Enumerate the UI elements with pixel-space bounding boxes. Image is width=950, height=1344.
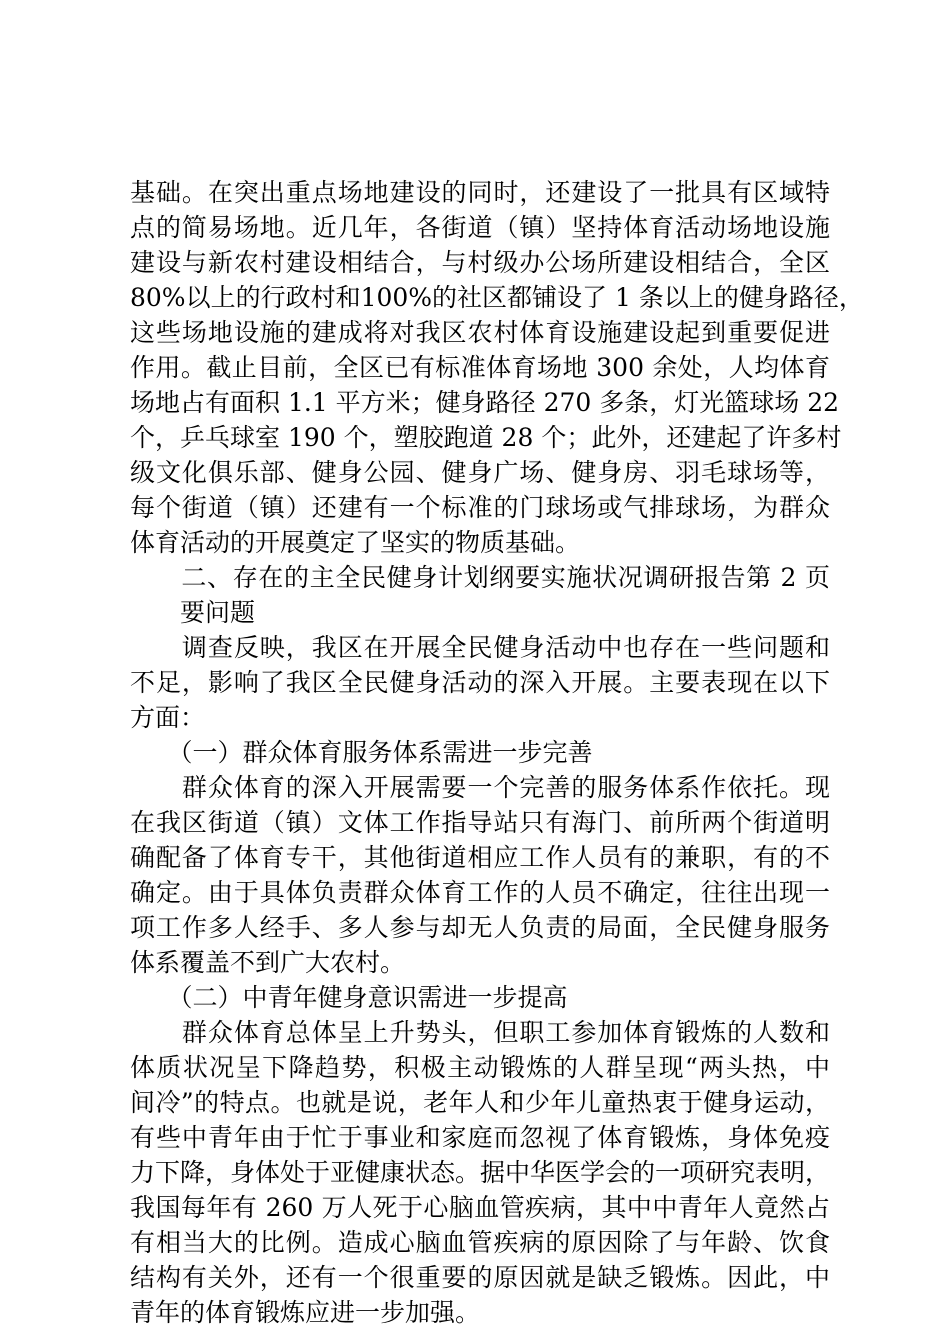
body-text-line: 群众体育总体呈上升势头，但职工参加体育锻炼的人数和 — [130, 1018, 830, 1047]
body-text-line: 调查反映，我区在开展全民健身活动中也存在一些问题和 — [130, 633, 830, 662]
body-text-line: 这些场地设施的建成将对我区农村体育设施建设起到重要促进 — [130, 318, 830, 347]
body-text-line: 在我区街道（镇）文体工作指导站只有海门、前所两个街道明 — [130, 808, 830, 837]
subsection-heading: （二）中青年健身意识需进一步提高 — [130, 983, 568, 1012]
body-text-line: 青年的体育锻炼应进一步加强。 — [130, 1298, 481, 1327]
subsection-heading: （一）群众体育服务体系需进一步完善 — [130, 738, 593, 767]
body-text-line: 每个街道（镇）还建有一个标准的门球场或气排球场，为群众 — [130, 493, 830, 522]
body-text-line: 建设与新农村建设相结合，与村级办公场所建设相结合，全区 — [130, 248, 830, 277]
body-text-line: 确定。由于具体负责群众体育工作的人员不确定，往往出现一 — [130, 878, 830, 907]
body-text-line: 体育活动的开展奠定了坚实的物质基础。 — [130, 528, 581, 557]
body-text-line: 我国每年有 260 万人死于心脑血管疾病，其中中青年人竟然占 — [130, 1193, 830, 1222]
body-text-line: 有相当大的比例。造成心脑血管疾病的原因除了与年龄、饮食 — [130, 1228, 830, 1257]
body-text-line: 基础。在突出重点场地建设的同时，还建设了一批具有区域特 — [130, 178, 830, 207]
body-text-line: 80%以上的行政村和100%的社区都铺设了 1 条以上的健身路径， — [130, 283, 864, 312]
body-text-line: 间冷”的特点。也就是说，老年人和少年儿童热衷于健身运动， — [130, 1088, 830, 1117]
body-text-line: 作用。截止目前，全区已有标准体育场地 300 余处，人均体育 — [130, 353, 830, 382]
body-text-line: 确配备了体育专干，其他街道相应工作人员有的兼职，有的不 — [130, 843, 830, 872]
body-text-line: 点的简易场地。近几年，各街道（镇）坚持体育活动场地设施 — [130, 213, 830, 242]
body-text-line: 场地占有面积 1.1 平方米；健身路径 270 多条，灯光篮球场 22 — [130, 388, 840, 417]
body-text-line: 体质状况呈下降趋势，积极主动锻炼的人群呈现“两头热，中 — [130, 1053, 830, 1082]
section-heading: 二、存在的主全民健身计划纲要实施状况调研报告第 2 页 — [130, 563, 830, 592]
body-text-line: 个，乒乓球室 190 个，塑胶跑道 28 个；此外，还建起了许多村 — [130, 423, 842, 452]
body-text-line: 有些中青年由于忙于事业和家庭而忽视了体育锻炼，身体免疫 — [130, 1123, 830, 1152]
body-text-line: 项工作多人经手、多人参与却无人负责的局面，全民健身服务 — [130, 913, 830, 942]
body-text-line: 方面： — [130, 703, 206, 732]
body-text-line: 力下降，身体处于亚健康状态。据中华医学会的一项研究表明， — [130, 1158, 831, 1187]
body-text-line: 体系覆盖不到广大农村。 — [130, 948, 406, 977]
body-text-line: 不足，影响了我区全民健身活动的深入开展。主要表现在以下 — [130, 668, 830, 697]
body-text-line: 结构有关外，还有一个很重要的原因就是缺乏锻炼。因此，中 — [130, 1263, 830, 1292]
section-heading: 要问题 — [130, 598, 256, 627]
body-text-line: 级文化俱乐部、健身公园、健身广场、健身房、羽毛球场等， — [130, 458, 830, 487]
body-text-line: 群众体育的深入开展需要一个完善的服务体系作依托。现 — [130, 773, 830, 802]
